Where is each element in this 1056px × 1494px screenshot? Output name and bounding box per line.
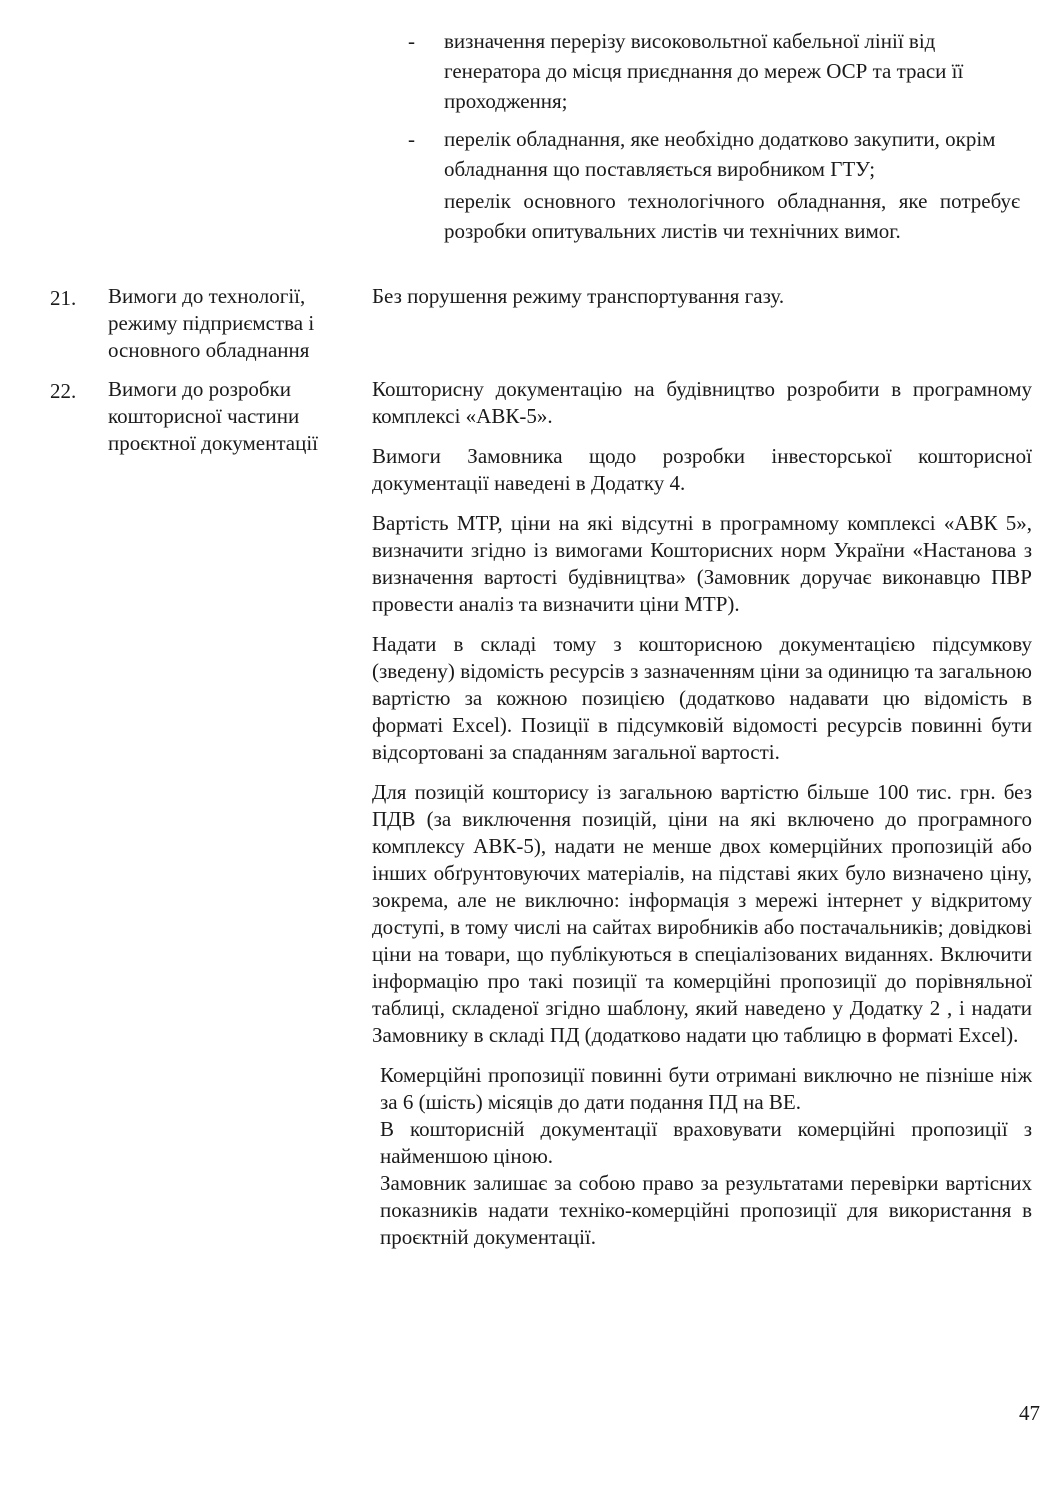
bullet-dash: - <box>408 29 415 53</box>
row-content <box>372 376 1032 1251</box>
row-paragraph: Без порушення режиму транспортування газу. <box>372 284 785 308</box>
row-label: Вимоги до розробки кошторисної частини проєктної документації <box>108 377 318 455</box>
bullet-item <box>398 26 1020 116</box>
row-paragraph: Надати в складі тому з кошторисною документацією підсумкову (зведену) відомість ресурсів з зазначенням ціни за одиницю та загальною вартістю за кожною позицією (додатково надавати цю відомість в форматі Excel). Позиції в підсумковій відомості ресурсів повинні бути відсортовані за спаданням загальної вартості. <box>372 632 1032 764</box>
row-number: 21. <box>50 286 77 310</box>
bullet-item <box>398 124 1020 184</box>
page-number: 47 <box>1019 1401 1040 1425</box>
row-number: 22. <box>50 379 77 403</box>
row-paragraph: Комерційні пропозиції повинні бути отримані виключно не пізніше ніж за 6 (шість) місяців до дати подання ПД на ВЕ. <box>380 1063 1032 1114</box>
row-paragraph: Вартість МТР, ціни на які відсутні в програмному комплексі «АВК 5», визначити згідно із вимогами Кошторисних норм України «Настанова з визначення вартості будівництва» (Замовник доручає виконавцю ПВР провести аналіз та визначити ціни МТР). <box>372 511 1032 616</box>
row-label: Вимоги до технології, режиму підприємства і основного обладнання <box>108 284 315 362</box>
row-content <box>372 283 1032 323</box>
bullet-text: визначення перерізу високовольтної кабельної лінії від генератора до місця приєднання до мереж ОСР та траси її проходження; <box>444 29 964 113</box>
row-paragraph: Вимоги Замовника щодо розробки інвесторської кошторисної документації наведені в Додатку 4. <box>372 444 1032 495</box>
top-bullet-list <box>398 26 1020 246</box>
bullet-continuation: перелік основного технологічного обладнання, яке потребує розробки опитувальних листів чи технічних вимог. <box>444 189 1020 243</box>
bullet-text: перелік обладнання, яке необхідно додатково закупити, окрім обладнання що поставляється виробником ГТУ; <box>444 127 996 181</box>
row-paragraph: Кошторисну документацію на будівництво розробити в програмному комплексі «АВК-5». <box>372 377 1032 428</box>
row-paragraph: Замовник залишає за собою право за результатами перевірки вартісних показників надати техніко-комерційні пропозиції для використання в проєктній документації. <box>380 1171 1032 1249</box>
row-paragraph: В кошторисній документації враховувати комерційні пропозиції з найменшою ціною. <box>380 1117 1032 1168</box>
row-paragraph: Для позицій кошторису із загальною вартістю більше 100 тис. грн. без ПДВ (за виключення позицій, ціни на які включено до програмного комплексу АВК-5), надати не менше двох комерційних пропозицій або інших обґрунтовуючих матеріалів, на підставі яких було визначено ціну, зокрема, але не виключно: інформація з мережі інтернет у відкритому доступі, в тому числі на сайтах виробників або постачальників; довідкові ціни на товари, що публікуються в спеціалізованих виданнях. Включити інформацію про такі позиції та комерційні пропозиції до порівняльної таблиці, складеної згідно шаблону, який наведено у Додатку 2 , і надати Замовнику в складі ПД (додатково надати цю таблицю в форматі Excel). <box>372 780 1032 1047</box>
bullet-dash: - <box>408 127 415 151</box>
